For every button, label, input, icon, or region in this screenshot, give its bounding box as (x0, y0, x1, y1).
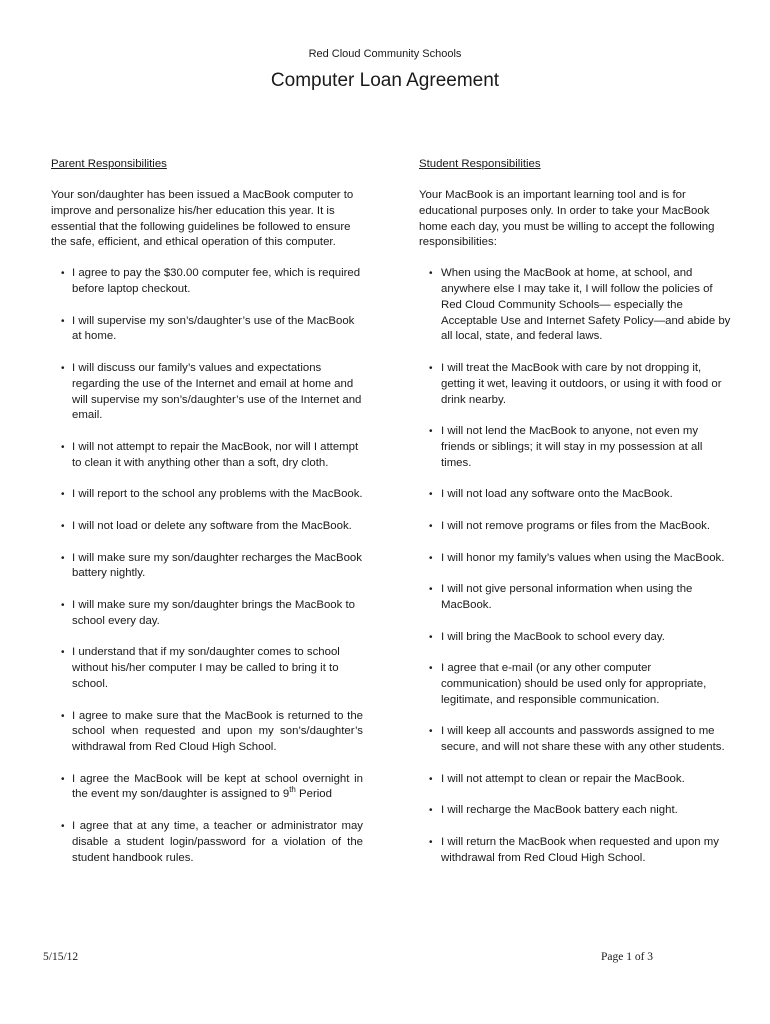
bullet-icon: • (429, 489, 433, 501)
list-item: • I will discuss our family’s values and expectations regarding the use of the Internet and email at home and will supervise my son’s/daughter’s use of the Internet and email. (61, 361, 362, 422)
bullet-icon: • (61, 821, 65, 833)
parent-responsibilities-column (51, 157, 363, 882)
bullet-icon: • (61, 268, 65, 280)
bullet-icon: • (61, 441, 65, 453)
list-item: • I will treat the MacBook with care by not dropping it, getting it wet, leaving it outdoors, or using it with food or drink nearby. (429, 361, 722, 406)
bullet-icon: • (429, 631, 433, 643)
bullet-icon: • (61, 647, 65, 659)
list-item: • I will bring the MacBook to school every day. (419, 630, 731, 646)
list-item: • I agree the MacBook will be kept at school overnight in the event my son/daughter is assigned to 9th Period (61, 772, 363, 801)
list-item: • I will not load or delete any software from the MacBook. (51, 519, 363, 535)
student-list (419, 266, 731, 866)
student-intro: Your MacBook is an important learning tool and is for educational purposes only. In order to take your MacBook home each day, you must be willing to accept the following responsibilities: (419, 189, 715, 249)
parent-heading: Parent Responsibilities (51, 158, 167, 170)
bullet-icon: • (61, 489, 65, 501)
list-item: • I will make sure my son/daughter brings the MacBook to school every day. (61, 598, 355, 627)
list-item: • I understand that if my son/daughter comes to school without his/her computer I may be called to bring it to school. (61, 646, 340, 690)
list-item: • I will not attempt to repair the MacBook, nor will I attempt to clean it with anything other than a soft, dry cloth. (61, 440, 359, 469)
document-title: Computer Loan Agreement (270, 70, 500, 91)
bullet-icon: • (61, 710, 65, 722)
list-item: • I will report to the school any problems with the MacBook. (51, 487, 363, 503)
list-item: • I will return the MacBook when requested and upon my withdrawal from Red Cloud High School. (429, 835, 719, 864)
list-item: • When using the MacBook at home, at school, and anywhere else I may take it, I will follow the policies of Red Cloud Community Schools— especially the Acceptable Use and Internet Safety Policy—and abide by all local, state, and federal laws. (429, 267, 731, 343)
student-responsibilities-column (419, 157, 731, 882)
list-item: • I will make sure my son/daughter recharges the MacBook battery nightly. (61, 551, 362, 580)
bullet-icon: • (61, 552, 65, 564)
bullet-icon: • (429, 584, 433, 596)
bullet-icon: • (429, 362, 433, 374)
bullet-icon: • (61, 599, 65, 611)
parent-list (51, 266, 363, 866)
bullet-icon: • (429, 426, 433, 438)
bullet-icon: • (429, 836, 433, 848)
bullet-icon: • (61, 773, 65, 785)
list-item: • I will not remove programs or files from the MacBook. (419, 519, 731, 535)
school-name: Red Cloud Community Schools (308, 48, 462, 60)
bullet-icon: • (429, 268, 433, 280)
list-item: • I agree that at any time, a teacher or administrator may disable a student login/password for a violation of the student handbook rules. (61, 820, 363, 864)
list-item: • I agree to make sure that the MacBook is returned to the school when requested and upon my son’s/daughter’s withdrawal from Red Cloud High School. (61, 709, 363, 754)
bullet-icon: • (61, 315, 65, 327)
list-item: • I will not attempt to clean or repair the MacBook. (419, 772, 731, 788)
bullet-icon: • (61, 520, 65, 532)
bullet-icon: • (429, 663, 433, 675)
list-item: • I will supervise my son’s/daughter’s use of the MacBook at home. (61, 314, 355, 343)
list-item: • I will not lend the MacBook to anyone, not even my friends or siblings; it will stay in my possession at all times. (429, 425, 703, 469)
bullet-icon: • (429, 520, 433, 532)
bullet-icon: • (429, 552, 433, 564)
list-item: • I will not load any software onto the MacBook. (419, 487, 731, 503)
parent-intro: Your son/daughter has been issued a MacBook computer to improve and personalize his/her education this year. It is essential that the following guidelines be followed to ensure the safe, efficient, and ethical operation of this computer. (51, 189, 354, 249)
student-heading: Student Responsibilities (419, 158, 541, 170)
bullet-icon: • (429, 726, 433, 738)
list-item: • I agree that e-mail (or any other computer communication) should be used only for appropriate, legitimate, and responsible communication. (429, 662, 707, 706)
bullet-icon: • (429, 805, 433, 817)
bullet-icon: • (429, 773, 433, 785)
footer-page-number: Page 1 of 3 (601, 951, 654, 963)
list-item: • I will not give personal information when using the MacBook. (429, 583, 693, 611)
list-item: • I agree to pay the $30.00 computer fee, which is required before laptop checkout. (61, 267, 361, 295)
footer-date: 5/15/12 (43, 951, 79, 963)
bullet-icon: • (61, 362, 65, 374)
list-item: • I will recharge the MacBook battery each night. (419, 803, 731, 819)
superscript-th: th (289, 785, 296, 795)
list-item: • I will honor my family’s values when using the MacBook. (419, 551, 731, 567)
list-item: • I will keep all accounts and passwords assigned to me secure, and will not share these with any other students. (429, 725, 725, 754)
